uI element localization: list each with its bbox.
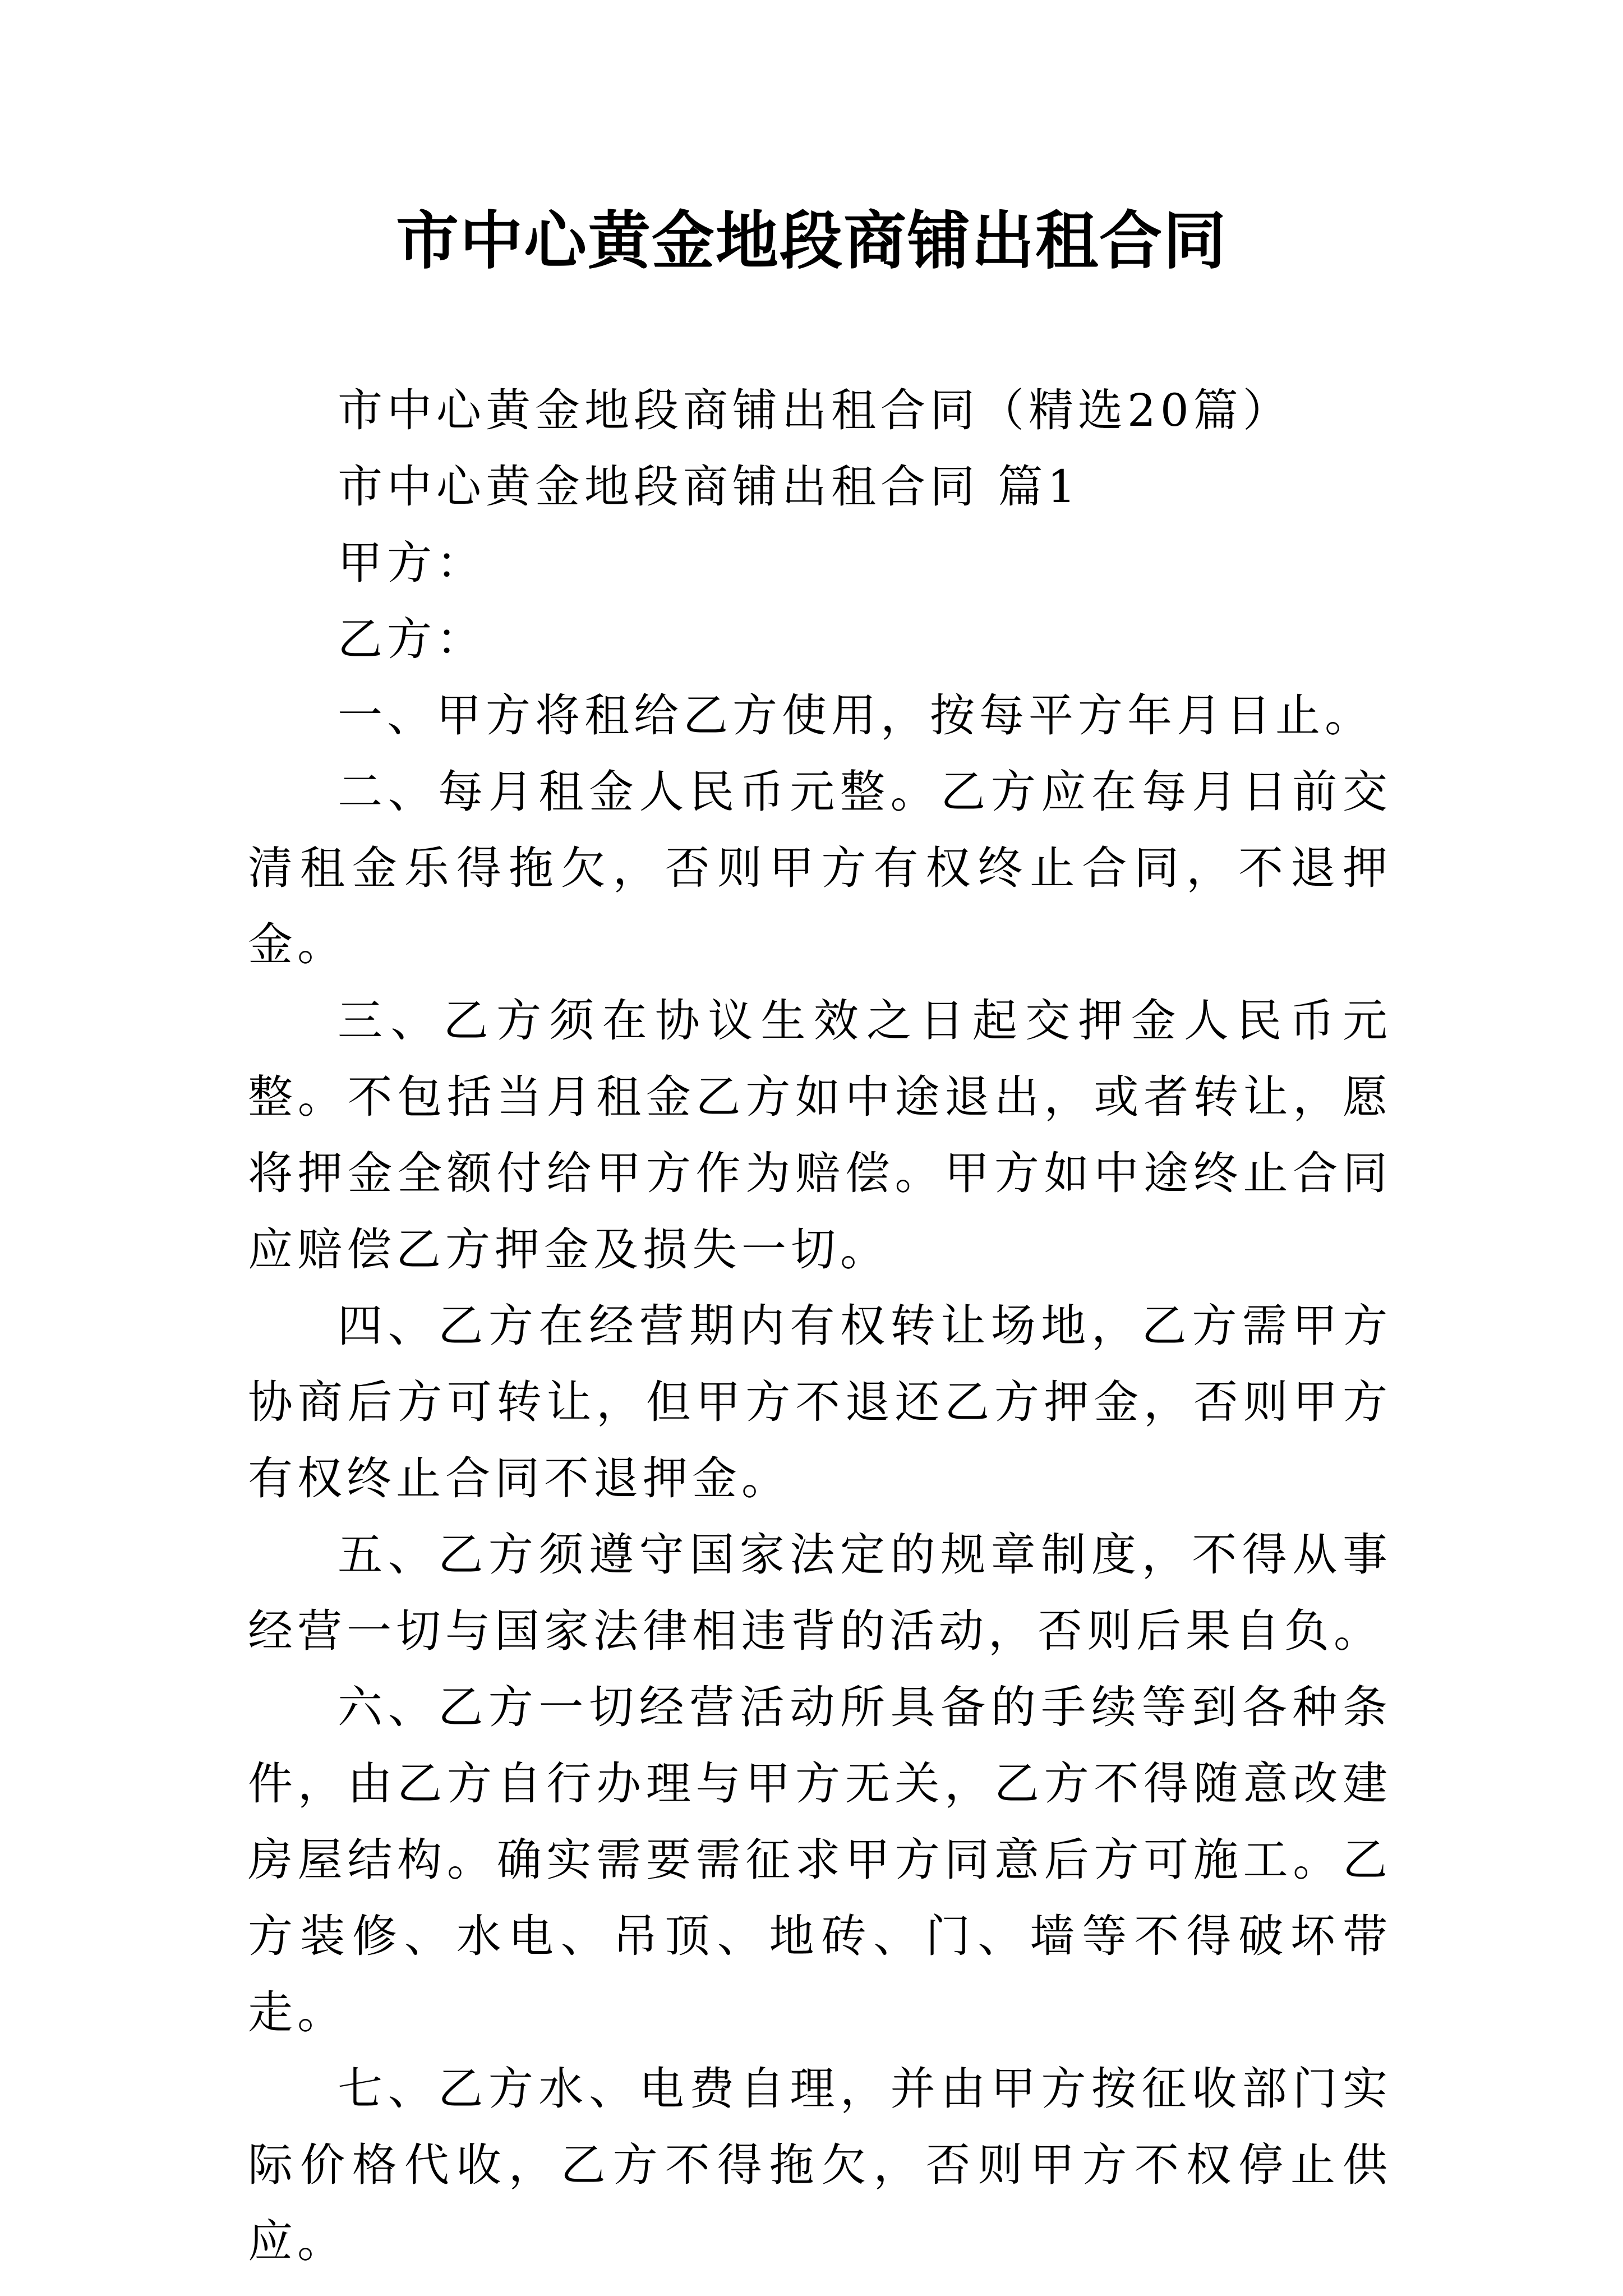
document-body: [248, 372, 1392, 2280]
paragraph-clause-2: 二、每月租金人民币元整。乙方应在每月日前交清租金乐得拖欠，否则甲方有权终止合同，不退押金。: [248, 766, 1392, 970]
paragraph-party-b: 乙方：: [338, 613, 486, 665]
paragraph-party-a: 甲方：: [338, 537, 486, 589]
paragraph-clause-3: 三、乙方须在协议生效之日起交押金人民币元整。不包括当月租金乙方如中途退出，或者转让，愿将押金全额付给甲方作为赔偿。甲方如中途终止合同应赔偿乙方押金及损失一切。: [248, 995, 1392, 1276]
paragraph-section-heading: 市中心黄金地段商铺出租合同 篇1: [338, 461, 1081, 513]
paragraph-clause-5: 五、乙方须遵守国家法定的规章制度，不得从事经营一切与国家法律相违背的活动，否则后果自负。: [248, 1529, 1392, 1657]
document-title: 市中心黄金地段商铺出租合同: [396, 204, 1227, 278]
paragraph-clause-7: 七、乙方水、电费自理，并由甲方按征收部门实际价格代收，乙方不得拖欠，否则甲方不权停止供应。: [248, 2063, 1392, 2267]
paragraph-subtitle: 市中心黄金地段商铺出租合同（精选20篇）: [338, 384, 1292, 436]
paragraph-clause-1: 一、甲方将租给乙方使用，按每平方年月日止。: [338, 689, 1374, 742]
paragraph-clause-6: 六、乙方一切经营活动所具备的手续等到各种条件，由乙方自行办理与甲方无关，乙方不得随意改建房屋结构。确实需要需征求甲方同意后方可施工。乙方装修、水电、吊顶、地砖、门、墙等不得破坏带走。: [248, 1681, 1392, 2039]
paragraph-clause-4: 四、乙方在经营期内有权转让场地，乙方需甲方协商后方可转让，但甲方不退还乙方押金，否则甲方有权终止合同不退押金。: [248, 1300, 1392, 1504]
